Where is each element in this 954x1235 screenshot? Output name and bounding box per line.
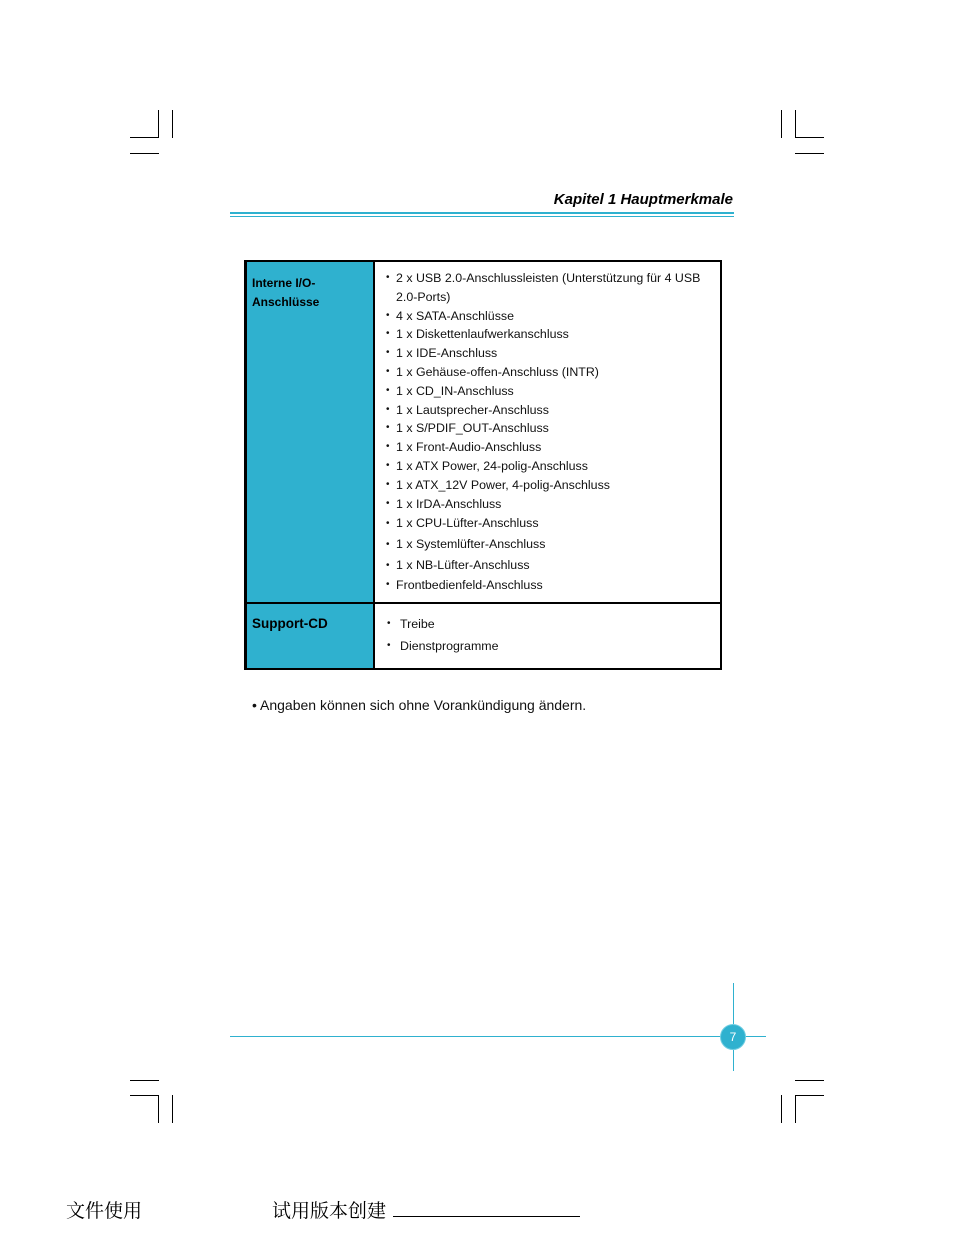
- list-item: • 1 x ATX Power, 24-polig-Anschluss: [384, 457, 711, 476]
- list-item: • 1 x Front-Audio-Anschluss: [384, 438, 711, 457]
- list-item: • 1 x CPU-Lüfter-Anschluss: [384, 513, 711, 534]
- footer-left-text: 文件使用: [66, 1200, 143, 1222]
- list-item: • Dienstprogramme: [384, 635, 711, 657]
- crop-mark: [795, 1095, 824, 1096]
- crop-mark: [130, 153, 159, 154]
- row-content-cell: [374, 603, 721, 669]
- list-item: • 1 x Diskettenlaufwerkanschluss: [384, 325, 711, 344]
- row-label: Support-CD: [252, 616, 328, 632]
- crop-mark: [795, 1095, 796, 1123]
- crop-mark: [172, 110, 173, 138]
- row-label-cell: [246, 261, 375, 603]
- list-item: • 2 x USB 2.0-Anschlussleisten (Unterstützung für 4 USB 2.0-Ports): [384, 269, 711, 307]
- row-label-cell: [246, 603, 375, 669]
- footer-rule: [230, 1036, 766, 1037]
- list-item: • 1 x IrDA-Anschluss: [384, 495, 711, 514]
- spec-table: [244, 260, 722, 670]
- list-item: • 1 x CD_IN-Anschluss: [384, 382, 711, 401]
- crop-mark: [781, 1095, 782, 1123]
- header-rule: [230, 212, 734, 214]
- list-item: • Treibe: [384, 613, 711, 635]
- crop-mark: [781, 110, 782, 138]
- crop-mark: [795, 137, 824, 138]
- list-item: • 1 x ATX_12V Power, 4-polig-Anschluss: [384, 476, 711, 495]
- crop-mark: [795, 110, 796, 138]
- crop-mark: [158, 110, 159, 138]
- crop-mark: [795, 1080, 824, 1081]
- row-label: Interne I/O-Anschlüsse: [252, 276, 320, 309]
- list-item: • Frontbedienfeld-Anschluss: [384, 576, 711, 595]
- table-row: [246, 261, 722, 603]
- crop-mark: [130, 1080, 159, 1081]
- page-number: 7: [720, 1024, 746, 1050]
- chapter-title: Kapitel 1 Hauptmerkmale: [553, 191, 733, 208]
- crop-mark: [172, 1095, 173, 1123]
- crop-mark: [795, 153, 824, 154]
- list-item: • 1 x Systemlüfter-Anschluss: [384, 534, 711, 555]
- crop-mark: [130, 1095, 159, 1096]
- list-item: • 1 x Lautsprecher-Anschluss: [384, 401, 711, 420]
- table-row: [246, 603, 722, 669]
- list-item: • 1 x Gehäuse-offen-Anschluss (INTR): [384, 363, 711, 382]
- disclaimer-note: • Angaben können sich ohne Vorankündigung ändern.: [252, 697, 587, 713]
- feature-list: [376, 263, 719, 601]
- list-item: • 4 x SATA-Anschlüsse: [384, 307, 711, 326]
- footer-link-underline[interactable]: [393, 1216, 580, 1217]
- footer-middle-text: 试用版本创建: [272, 1200, 387, 1222]
- crop-mark: [158, 1095, 159, 1123]
- row-content-cell: [374, 261, 721, 603]
- feature-list: [376, 605, 719, 667]
- list-item: • 1 x IDE-Anschluss: [384, 344, 711, 363]
- crop-mark: [130, 137, 159, 138]
- list-item: • 1 x S/PDIF_OUT-Anschluss: [384, 419, 711, 438]
- header-rule: [230, 216, 734, 217]
- list-item: • 1 x NB-Lüfter-Anschluss: [384, 555, 711, 576]
